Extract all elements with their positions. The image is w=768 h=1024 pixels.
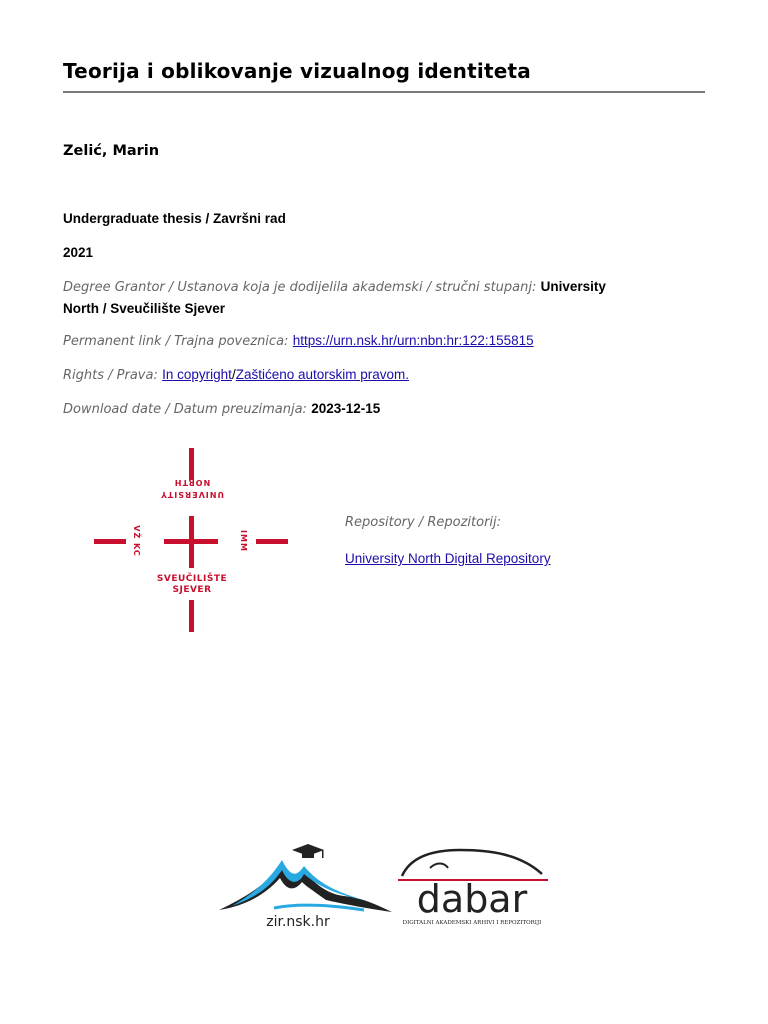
repository-label: Repository / Repozitorij: [345, 515, 502, 530]
permalink-row [63, 330, 683, 352]
author-name: Zelić, Marin [63, 143, 160, 159]
unin-bottom-line2: SJEVER [172, 585, 212, 595]
repository-link[interactable]: University North Digital Repository [345, 551, 551, 566]
thesis-year: 2021 [63, 245, 94, 260]
unin-left-text: VŽ KC [132, 525, 141, 557]
document-title: Teorija i oblikovanje vizualnog identiteta [63, 59, 531, 83]
download-row [63, 398, 683, 420]
university-north-logo [92, 446, 292, 636]
dabar-subtitle: DIGITALNI AKADEMSKI ARHIVI I REPOZITORIJI [402, 920, 542, 926]
grantor-value-part2: North / Sveučilište Sjever [63, 301, 226, 316]
rights-link-protected[interactable]: Zaštićeno autorskim pravom. [235, 367, 410, 382]
rights-separator: / [231, 367, 236, 382]
permalink-label: Permanent link / Trajna poveznica: [63, 334, 289, 349]
zir-text: zir.nsk.hr [266, 914, 330, 930]
rights-row [63, 364, 683, 386]
unin-top-line2: NORTH [173, 478, 211, 487]
permalink-link[interactable]: https://urn.nsk.hr/urn:nbn:hr:122:155815 [292, 333, 534, 348]
download-date: 2023-12-15 [311, 401, 381, 416]
unin-bottom-line1: SVEUČILIŠTE [156, 574, 228, 584]
grantor-value-part1: University [540, 279, 606, 294]
grantor-row [63, 276, 683, 320]
unin-top-line1: UNIVERSITY [160, 490, 224, 499]
grantor-label: Degree Grantor / Ustanova koja je dodijelila akademski / stručni stupanj: [63, 280, 537, 295]
graduation-cap-icon [292, 844, 324, 858]
rights-label: Rights / Prava: [63, 368, 158, 383]
download-label: Download date / Datum preuzimanja: [63, 402, 307, 417]
dabar-logo[interactable] [390, 844, 555, 930]
unin-right-text: IMM [239, 530, 248, 552]
thesis-type: Undergraduate thesis / Završni rad [63, 211, 286, 226]
zir-logo[interactable] [214, 838, 394, 930]
rights-link-copyright[interactable]: In copyright [162, 367, 232, 382]
dabar-text: dabar [416, 877, 528, 921]
title-divider [63, 91, 705, 93]
